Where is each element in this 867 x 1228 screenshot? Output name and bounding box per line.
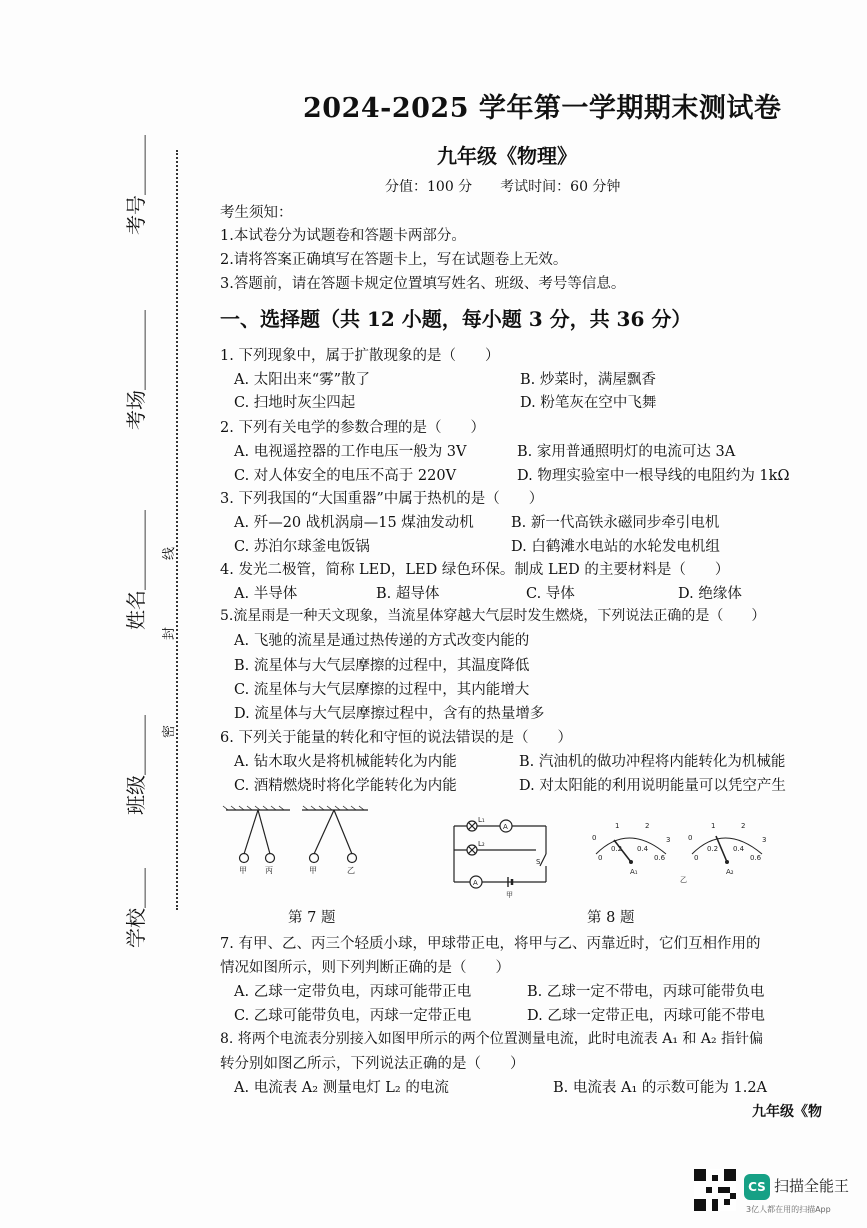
- fig8-meters: [588, 818, 778, 888]
- option: A. 电视遥控器的工作电压一般为 3V: [234, 444, 467, 460]
- option: A. 电流表 A₂ 测量电灯 L₂ 的电流: [234, 1080, 449, 1096]
- option: B. 新一代高铁永磁同步牵引电机: [511, 515, 720, 531]
- option: B. 汽油机的做功冲程将内能转化为机械能: [519, 754, 786, 770]
- question-stem: 4. 发光二极管，简称 LED，LED 绿色环保。制成 LED 的主要材料是（ ）: [220, 562, 730, 578]
- fig7-label: 丙: [265, 866, 273, 875]
- meter-yi: 乙: [680, 876, 687, 884]
- exam-title: 2024-2025 学年第一学期期末测试卷: [303, 93, 782, 124]
- notice-heading: 考生须知：: [220, 205, 293, 221]
- option: C. 苏泊尔球釜电饭锅: [234, 539, 370, 555]
- meter-tick: 0: [598, 854, 603, 862]
- meter-tick: 0.4: [637, 845, 649, 853]
- seal-mi: 密: [162, 724, 177, 738]
- option: A. 乙球一定带负电，丙球可能带正电: [234, 984, 472, 1000]
- option: A. 太阳出来“雾”散了: [234, 372, 371, 388]
- option: B. 炒菜时，满屋飘香: [520, 372, 656, 388]
- question-stem: 1. 下列现象中，属于扩散现象的是（ ）: [220, 348, 500, 364]
- option: D. 流星体与大气层摩擦过程中，含有的热量增多: [234, 706, 545, 722]
- question-stem: 情况如图所示，则下列判断正确的是（ ）: [220, 960, 510, 976]
- meter-tick: 0.2: [707, 845, 719, 853]
- option: D. 乙球一定带正电，丙球可能不带电: [527, 1008, 765, 1024]
- binding-dotted-line: [176, 150, 178, 910]
- option: D. 绝缘体: [678, 586, 742, 602]
- option: B. 电流表 A₁ 的示数可能为 1.2A: [553, 1080, 768, 1096]
- option: D. 物理实验室中一根导线的电阻约为 1kΩ: [517, 468, 790, 484]
- meter-tick: 0.6: [654, 854, 666, 862]
- scanner-brand: 扫描全能王: [774, 1177, 850, 1195]
- fig8-l2: L₂: [478, 840, 485, 848]
- meter-tick: 1: [615, 822, 620, 830]
- fig8-l1: L₁: [478, 816, 485, 824]
- meter-tick: 1: [711, 822, 716, 830]
- meter-tick: 0.2: [611, 845, 623, 853]
- fig8-switch-s: S: [536, 858, 541, 866]
- question-stem: 5.流星雨是一种天文现象，当流星体穿越大气层时发生燃烧，下列说法正确的是（ ）: [220, 608, 766, 624]
- qr-code-icon: [694, 1169, 736, 1211]
- question-stem: 3. 下列我国的“大国重器”中属于热机的是（ ）: [220, 491, 544, 507]
- notice-item: 1.本试卷分为试题卷和答题卡两部分。: [220, 228, 466, 244]
- cs-logo-icon: CS: [744, 1174, 770, 1200]
- option: D. 粉笔灰在空中飞舞: [520, 395, 657, 411]
- fig7-caption: 第 7 题: [288, 910, 336, 926]
- meter-tick: 2: [645, 822, 650, 830]
- sidebar-number: 考号＿＿＿: [124, 135, 148, 235]
- option: C. 对人体安全的电压不高于 220V: [234, 468, 457, 484]
- fig8-circuit: [448, 814, 556, 899]
- option: A. 飞驰的流星是通过热传递的方式改变内能的: [234, 633, 530, 649]
- sidebar-school: 学校＿＿: [124, 868, 148, 948]
- option: C. 流星体与大气层摩擦的过程中，其内能增大: [234, 682, 530, 698]
- option: B. 乙球一定不带电，丙球可能带负电: [527, 984, 765, 1000]
- question-stem: 7. 有甲、乙、丙三个轻质小球，甲球带正电，将甲与乙、丙靠近时，它们互相作用的: [220, 936, 761, 952]
- option: A. 半导体: [234, 586, 298, 602]
- sidebar-name: 姓名＿＿＿＿: [124, 510, 148, 630]
- meter-tick: 0: [694, 854, 699, 862]
- notice-item: 3.答题前，请在答题卡规定位置填写姓名、班级、考号等信息。: [220, 276, 626, 292]
- scanner-watermark: [744, 1171, 862, 1221]
- footer-tag: 九年级《物: [752, 1104, 822, 1120]
- meter-a2: A₂: [726, 868, 734, 876]
- fig7-label: 甲: [239, 866, 247, 875]
- option: C. 酒精燃烧时将化学能转化为内能: [234, 778, 457, 794]
- meter-tick: 0.6: [750, 854, 762, 862]
- meter-tick: 3: [762, 836, 767, 844]
- fig8-caption: 第 8 题: [587, 910, 635, 926]
- option: D. 白鹤滩水电站的水轮发电机组: [511, 539, 720, 555]
- sidebar-class: 班级＿＿＿: [124, 715, 148, 815]
- option: B. 超导体: [376, 586, 440, 602]
- option: C. 扫地时灰尘四起: [234, 395, 356, 411]
- section-heading: 一、选择题（共 12 小题，每小题 3 分，共 36 分）: [220, 307, 692, 331]
- seal-xian: 线: [162, 546, 177, 560]
- option: A. 歼—20 战机涡扇—15 煤油发动机: [234, 515, 474, 531]
- sidebar-room: 考场＿＿＿＿: [124, 310, 148, 430]
- option: B. 流星体与大气层摩擦的过程中，其温度降低: [234, 658, 530, 674]
- option: C. 乙球可能带负电，丙球一定带正电: [234, 1008, 472, 1024]
- question-stem: 6. 下列关于能量的转化和守恒的说法错误的是（ ）: [220, 730, 572, 746]
- question-stem: 8. 将两个电流表分别接入如图甲所示的两个位置测量电流，此时电流表 A₁ 和 A₂ 指针偏: [220, 1031, 764, 1047]
- fig8-ammeter-a: A: [503, 823, 508, 831]
- scanner-brand-sub: 3亿人都在用的扫描App: [746, 1205, 831, 1214]
- notice-item: 2.请将答案正确填写在答题卡上，写在试题卷上无效。: [220, 252, 568, 268]
- fig8-ammeter-a: A: [473, 879, 478, 887]
- exam-subtitle: 九年级《物理》: [437, 144, 577, 168]
- option: B. 家用普通照明灯的电流可达 3A: [517, 444, 736, 460]
- question-stem: 2. 下列有关电学的参数合理的是（ ）: [220, 420, 485, 436]
- meter-tick: 0.4: [733, 845, 745, 853]
- question-stem: 转分别如图乙所示，下列说法正确的是（ ）: [220, 1056, 525, 1072]
- fig7-label: 甲: [309, 866, 317, 875]
- meter-tick: 0: [592, 834, 597, 842]
- fig7-label: 乙: [347, 866, 355, 875]
- option: A. 钻木取火是将机械能转化为内能: [234, 754, 457, 770]
- fig7-diagram: [222, 806, 372, 876]
- meter-tick: 3: [666, 836, 671, 844]
- option: C. 导体: [526, 586, 575, 602]
- fig8-jia: 甲: [506, 891, 513, 899]
- exam-meta: 分值：100 分 考试时间：60 分钟: [385, 179, 621, 195]
- meter-tick: 0: [688, 834, 693, 842]
- meter-a1: A₁: [630, 868, 638, 876]
- option: D. 对太阳能的利用说明能量可以凭空产生: [519, 778, 786, 794]
- meter-tick: 2: [741, 822, 746, 830]
- seal-feng: 封: [162, 626, 177, 640]
